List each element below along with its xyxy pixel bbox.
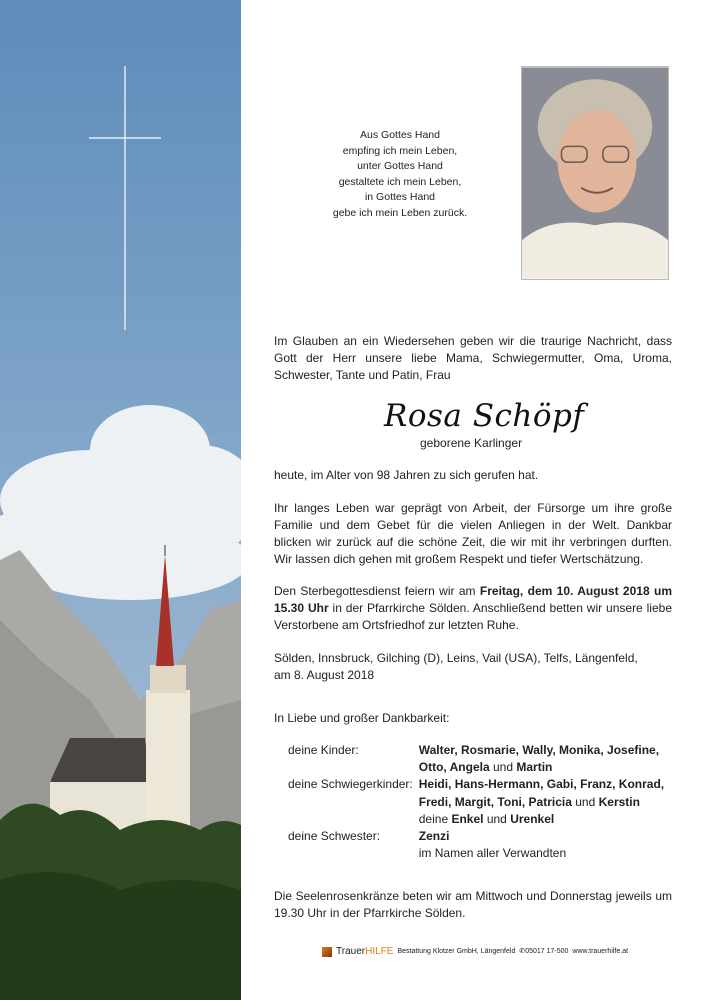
great-grandchildren: Urenkel (510, 811, 555, 826)
service-text (274, 583, 672, 634)
portrait-photo (521, 66, 669, 280)
conjunction: und (486, 811, 507, 826)
closing: In Liebe und großer Dankbarkeit: (274, 711, 450, 725)
grandchildren: Enkel (451, 811, 484, 826)
rosary-text: Die Seelenrosenkränze beten wir am Mittwoch und Donnerstag jeweils um 19.30 Uhr in der Pfarrkirche Sölden. (274, 889, 672, 921)
verse-line: gebe ich mein Leben zurück. (332, 206, 468, 219)
conjunction: und (575, 794, 596, 809)
verse-line: in Gottes Hand (364, 191, 436, 204)
inlaws-label: deine Schwiegerkinder: (288, 777, 413, 792)
church-landscape-image (0, 0, 241, 1000)
verse-line: unter Gottes Hand (357, 160, 443, 173)
date: am 8. August 2018 (274, 668, 375, 682)
verse (300, 128, 500, 222)
obituary-text (274, 333, 672, 958)
service-post: in der Pfarrkirche Sölden. Anschließend betten wir unsere liebe Verstorbene am Ortsfriedhof zur letzten Ruhe. (274, 601, 672, 632)
verse-line: Aus Gottes Hand (360, 129, 440, 141)
deceased-name: Rosa Schöpf (384, 398, 585, 434)
company: Bestattung Klotzer GmbH, Längenfeld (397, 948, 516, 956)
intro-text: Im Glauben an ein Wiedersehen geben wir die traurige Nachricht, dass Gott der Herr unsere liebe Mama, Schwiegermutter, Oma, Uroma, Schwester, Tante und Patin, Frau (274, 334, 672, 382)
service-datetime: Freitag, dem 10. August 2018 um 15.30 Uhr (274, 584, 672, 615)
service-pre: Den Sterbegottesdienst feiern wir am (274, 584, 480, 598)
children-label: deine Kinder: (288, 743, 359, 757)
age-text: heute, im Alter von 98 Jahren zu sich gerufen hat. (274, 468, 539, 482)
life-text: Ihr langes Leben war geprägt von Arbeit, der Fürsorge um ihre große Familie und dem Gebet für die vielen Anliegen in der Welt. Dankbar blicken wir zurück auf die schöne Zeit, die wir mit ihr verbringen durften. Wir lassen dich gehen mit großem Respekt und tiefer Wertschätzung. (274, 501, 672, 566)
logo-text-a: Trauer (336, 946, 366, 958)
sister-label: deine Schwester: (288, 829, 381, 844)
verse-line: empfing ich mein Leben, (342, 144, 458, 157)
children-names: Walter, Rosmarie, Wally, Monika, Josefine, (418, 743, 660, 757)
family-list (288, 742, 672, 862)
phone: ✆05017 17-500 (519, 948, 569, 956)
places: Sölden, Innsbruck, Gilching (D), Leins, Vail (USA), Telfs, Längenfeld, (274, 651, 638, 665)
children-names-3: Martin (516, 760, 553, 775)
grand-pre: deine (418, 811, 449, 826)
children-names-2: Otto, Angela (418, 760, 490, 775)
inlaws-names-3: Kerstin (598, 794, 640, 809)
logo (336, 946, 393, 958)
name-block (274, 396, 672, 451)
logo-icon (322, 947, 332, 957)
footer (322, 946, 672, 958)
conjunction: und (492, 760, 514, 775)
birth-name: geborene Karlinger (420, 436, 523, 450)
logo-text-b: HILFE (365, 946, 394, 958)
verse-line: gestaltete ich mein Leben, (338, 175, 462, 188)
inlaws-names-2: Fredi, Margit, Toni, Patricia (418, 794, 572, 809)
relatives: im Namen aller Verwandten (418, 846, 567, 861)
sister-name: Zenzi (418, 829, 450, 844)
website-link[interactable]: www.trauerhilfe.at (572, 948, 629, 956)
inlaws-names: Heidi, Hans-Hermann, Gabi, Franz, Konrad, (418, 777, 665, 792)
